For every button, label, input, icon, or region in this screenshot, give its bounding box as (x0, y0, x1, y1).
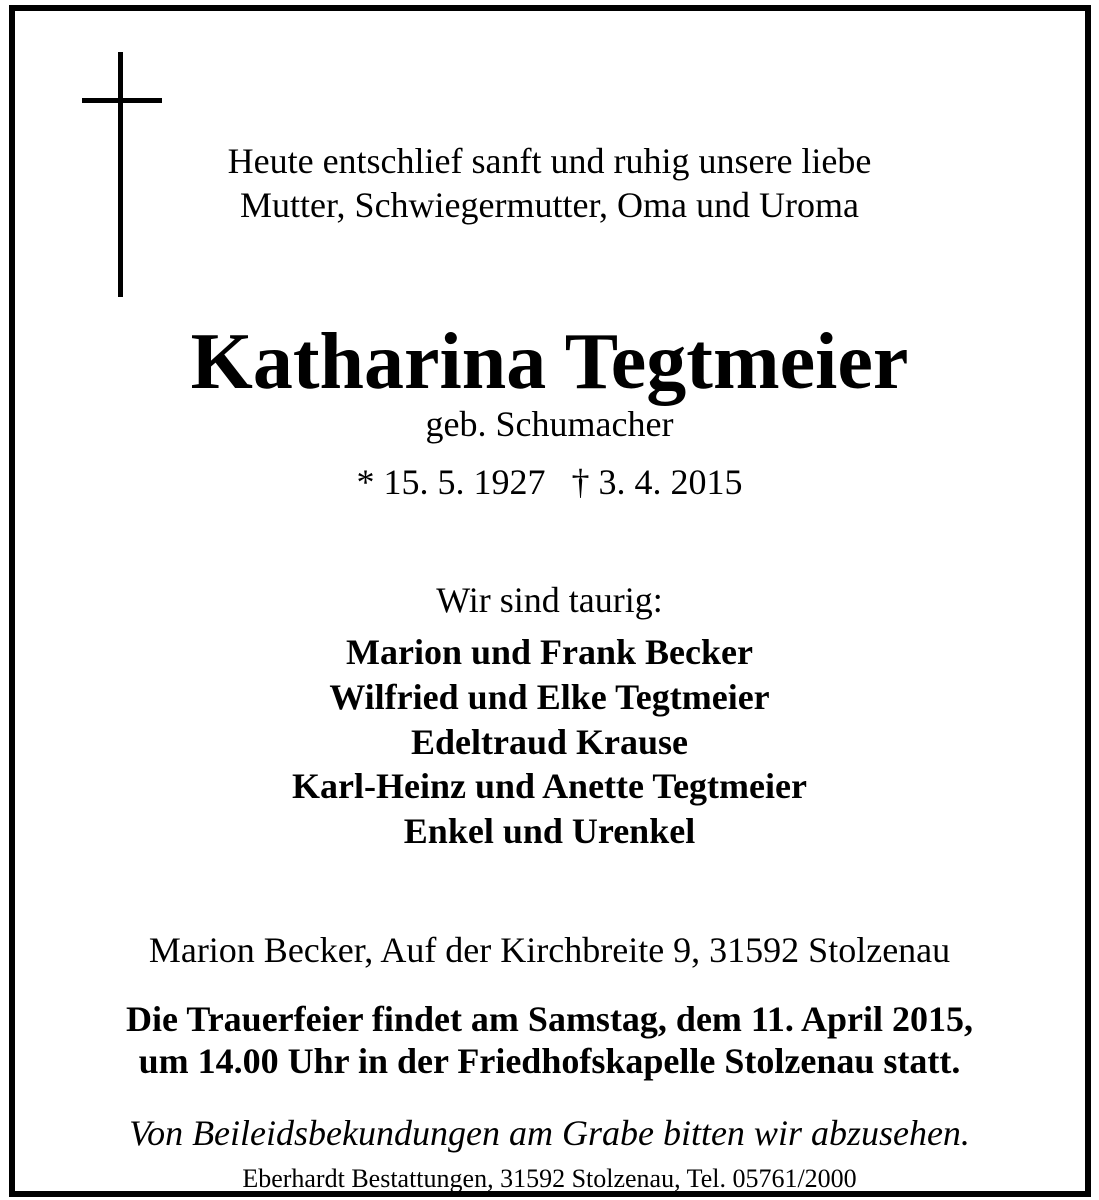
mourner-name: Karl-Heinz und Anette Tegtmeier (292, 766, 807, 806)
contact-address: Marion Becker, Auf der Kirchbreite 9, 31592 Stolzenau (148, 930, 951, 970)
intro-line-2: Mutter, Schwiegermutter, Oma und Uroma (240, 185, 859, 225)
mourners-heading: Wir sind taurig: (436, 580, 663, 620)
intro-line-1: Heute entschlief sanft und ruhig unsere liebe (227, 141, 872, 181)
ceremony-line-1: Die Trauerfeier findet am Samstag, dem 11. April 2015, (126, 999, 973, 1039)
death-date: † 3. 4. 2015 (571, 462, 743, 502)
cross-icon-bar (82, 98, 162, 103)
ceremony-line-2: um 14.00 Uhr in der Friedhofskapelle Stolzenau statt. (138, 1041, 961, 1081)
deceased-name: Katharina Tegtmeier (190, 318, 909, 406)
birth-date: * 15. 5. 1927 (356, 462, 546, 502)
mourner-name: Wilfried und Elke Tegtmeier (329, 677, 770, 717)
undertaker-info: Eberhardt Bestattungen, 31592 Stolzenau, Tel. 05761/2000 (242, 1164, 857, 1193)
birth-name: geb. Schumacher (425, 404, 674, 444)
condolence-request: Von Beileidsbekundungen am Grabe bitten wir abzusehen. (129, 1113, 970, 1153)
mourner-name: Marion und Frank Becker (345, 632, 753, 672)
mourner-name: Edeltraud Krause (410, 722, 688, 762)
mourner-name: Enkel und Urenkel (403, 811, 696, 851)
life-dates (0, 464, 1099, 500)
